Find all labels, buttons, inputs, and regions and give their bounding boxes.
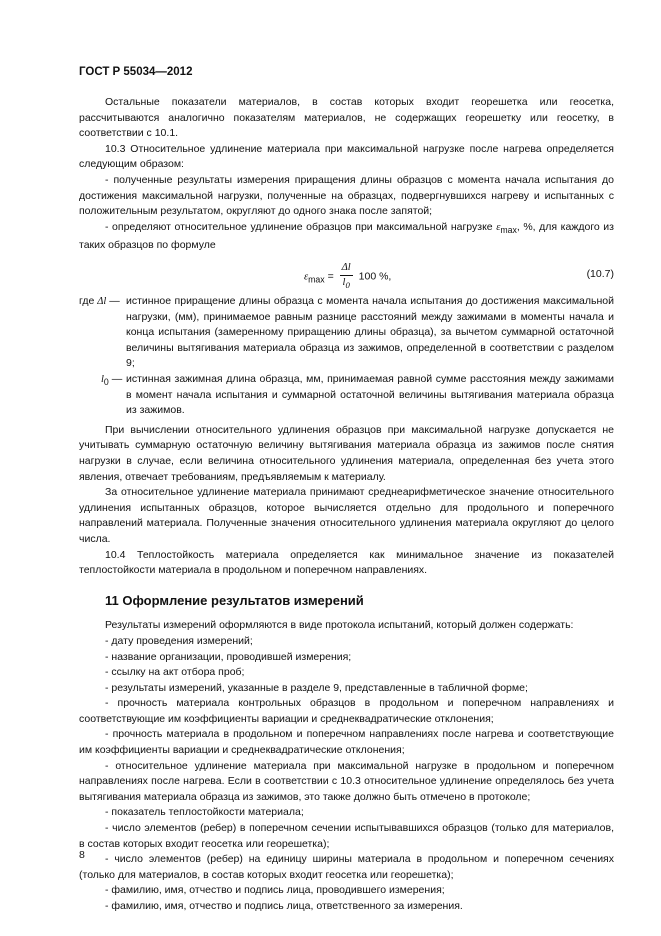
- paragraph-average-elongation: За относительное удлинение материала принимают среднеарифметическое значение относительного удлинения испытанных образцов, которое вычисляется отдельно для продольного и поперечного направлений материала. Полученные значения относительного удлинения материала округляют до целого числа.: [79, 486, 614, 545]
- epsilon-symbol: ε: [496, 221, 501, 233]
- where-block: [79, 294, 614, 419]
- paragraph-determine-elongation: [79, 220, 614, 254]
- formula-expression: [304, 261, 391, 292]
- paragraph-results-rounding: - полученные результаты измерения приращения длины образцов с момента начала испытания до достижения максимальной нагрузки, полученные на образцах, подвергнувшихся нагреву и испытанных с положительным результатом, округляют до одного знака после запятой;: [79, 173, 614, 218]
- formula-den-symbol: l: [342, 277, 346, 289]
- formula-den-sub: 0: [345, 280, 350, 291]
- paragraph-protocol-intro: Результаты измерений оформляются в виде протокола испытаний, который должен содержать:: [105, 619, 574, 632]
- where-label-1: [79, 294, 126, 372]
- list-item: - прочность материала контрольных образцов в продольном и поперечном направлениях и соответствующие им коэффициенты вариации и среднеквадратические отклонения;: [79, 697, 614, 725]
- where-prefix: где: [79, 295, 98, 308]
- subscript-max: max: [500, 224, 517, 235]
- formula-lhs: ε: [304, 271, 309, 283]
- paragraph-calculation-note: При вычислении относительного удлинения образцов при максимальной нагрузке допускается не учитывать суммарную остаточную величину вытягивания материала образца из зажимов после снятия нагрузки в случае, если величина относительного удлинения материала, определенная без учета этого явления, отвечает требованиям, предъявляемым к материалу.: [79, 423, 614, 483]
- section-title: 11 Оформление результатов измерений: [105, 592, 364, 608]
- document-header: ГОСТ Р 55034—2012: [79, 66, 193, 78]
- text-fragment: , %, для каждого из таких образцов по формуле: [79, 220, 614, 252]
- list-item: - число элементов (ребер) в поперечном сечении испытывавшихся образцов (только для материалов, в состав которых входит геосетка или георешетка);: [79, 822, 614, 850]
- formula-denominator: [340, 276, 353, 292]
- where-label-2: [79, 372, 126, 419]
- list-item: - дату проведения измерений;: [105, 634, 253, 647]
- formula-rest: 100 %,: [355, 270, 392, 283]
- list-item: - прочность материала в продольном и поперечном направлениях после нагрева и соответствующие им коэффициенты вариации и среднеквадратические отклонения;: [79, 728, 614, 757]
- paragraph-10-3: 10.3 Относительное удлинение материала при максимальной нагрузке после нагрева определяется следующим образом:: [79, 142, 614, 171]
- list-item: - фамилию, имя, отчество и подпись лица, ответственного за измерения.: [105, 900, 463, 912]
- formula-lhs-sub: max: [308, 274, 325, 285]
- page-content: [79, 95, 614, 915]
- list-item: - фамилию, имя, отчество и подпись лица, проводившего измерения;: [105, 884, 445, 897]
- page-number: 8: [79, 849, 85, 861]
- l0-symbol: l: [101, 374, 104, 385]
- where-text-2: истинная зажимная длина образца, мм, принимаемая равной сумме расстояния между зажимами в момент начала испытания и суммарной остаточной величины вытягивания материала образца из зажимов.: [126, 373, 614, 417]
- paragraph-10-4: 10.4 Теплостойкость материала определяется как минимальное значение из показателей теплостойкости материала в продольном и поперечном направлениях.: [79, 548, 614, 577]
- formula-numerator: Δl: [340, 261, 353, 276]
- list-item: - результаты измерений, указанные в разделе 9, представленные в табличной форме;: [105, 681, 528, 694]
- list-item: - название организации, проводившей измерения;: [105, 650, 352, 663]
- paragraph-other-indicators: Остальные показатели материалов, в состав которых входит георешетка или геосетка, рассчитываются аналогично показателям материалов, не содержащих георешетку или геосетку, в соответствии с 10.1.: [79, 96, 614, 140]
- where-dash: —: [106, 295, 120, 308]
- where-text-1: истинное приращение длины образца с момента начала испытания до достижения максимальной нагрузки, (мм), принимаемое равным разнице расстояний между зажимами в моменты начала и конца испытания (замеренному приращению длины образца), за вычетом суммарной остаточной величины вытягивания материала образца из зажимов, определенной в соответствии с разделом 9;: [126, 295, 614, 370]
- delta-l-symbol: Δl: [97, 296, 107, 308]
- list-item: - показатель теплостойкости материала;: [105, 806, 304, 819]
- formula-number: (10.7): [586, 268, 614, 281]
- list-item: - ссылку на акт отбора проб;: [105, 666, 245, 679]
- formula-eq: =: [324, 270, 337, 283]
- list-item: - относительное удлинение материала при максимальной нагрузке в продольном и поперечном направлениях после нагрева. Если в соответствии с 10.3 относительное удлинение определялось без учета вытягивания материала образца из зажимов, это также должно быть отмечено в протоколе;: [79, 759, 614, 803]
- l0-subscript: 0: [103, 377, 109, 388]
- formula-fraction: [340, 261, 353, 292]
- list-item: - число элементов (ребер) на единицу ширины материала в продольном и поперечном сечениях (только для материалов, в состав которых входит геосетка или георешетка);: [79, 853, 614, 881]
- formula-10-7: [79, 258, 614, 291]
- where-dash: —: [108, 373, 123, 385]
- text-fragment: - определяют относительное удлинение образцов при максимальной нагрузке: [105, 220, 497, 233]
